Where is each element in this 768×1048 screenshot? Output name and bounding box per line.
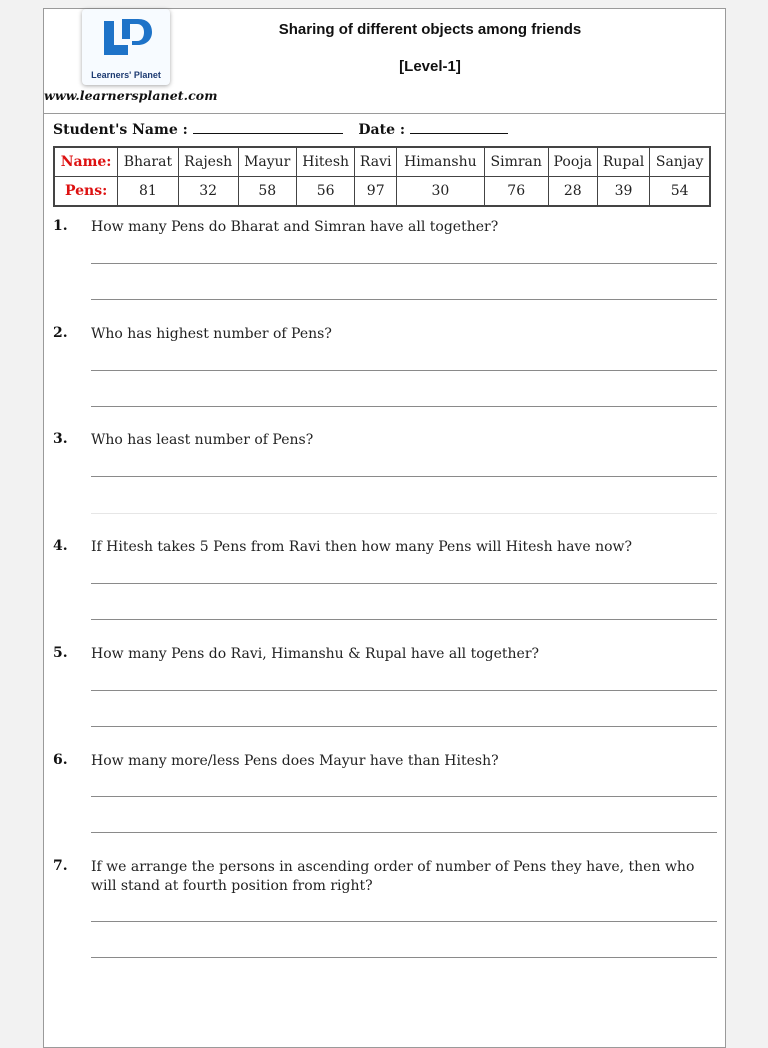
names-row [54, 147, 710, 177]
question-number: 6. [53, 752, 68, 768]
pens-cell: 76 [484, 177, 548, 207]
question-number: 4. [53, 538, 68, 554]
learners-planet-logo [82, 9, 170, 85]
header-divider [44, 113, 725, 114]
answer-line[interactable] [91, 921, 717, 922]
logo-text: Learners' Planet [91, 70, 161, 80]
answer-line[interactable] [91, 726, 717, 727]
student-name-blank[interactable] [193, 132, 343, 134]
question-number: 2. [53, 325, 68, 341]
question-number: 3. [53, 431, 68, 447]
date-blank[interactable] [410, 132, 508, 134]
answer-line[interactable] [91, 299, 717, 300]
names-row-label: Name: [54, 147, 118, 177]
answer-line[interactable] [91, 263, 717, 264]
name-cell: Bharat [118, 147, 178, 177]
name-cell: Sanjay [650, 147, 710, 177]
pens-cell: 39 [597, 177, 649, 207]
name-cell: Hitesh [296, 147, 355, 177]
question-text: If we arrange the persons in ascending order of number of Pens they have, then who will stand at fourth position from right? [91, 859, 695, 894]
name-cell: Ravi [355, 147, 396, 177]
question-text: How many Pens do Ravi, Himanshu & Rupal have all together? [91, 646, 540, 662]
answer-line[interactable] [91, 406, 717, 407]
worksheet-title: Sharing of different objects among friends [278, 21, 582, 38]
worksheet-page [43, 8, 726, 1048]
question-text: How many Pens do Bharat and Simran have all together? [91, 219, 499, 235]
pens-row-label: Pens: [54, 177, 118, 207]
pens-cell: 54 [650, 177, 710, 207]
student-info-line [53, 122, 508, 138]
pens-cell: 97 [355, 177, 396, 207]
answer-line[interactable] [91, 513, 717, 514]
answer-line[interactable] [91, 690, 717, 691]
question-text: If Hitesh takes 5 Pens from Ravi then how many Pens will Hitesh have now? [91, 539, 633, 555]
lp-logo-icon [98, 15, 154, 61]
question-number: 1. [53, 218, 68, 234]
answer-line[interactable] [91, 476, 717, 477]
pens-cell: 81 [118, 177, 178, 207]
pens-cell: 56 [296, 177, 355, 207]
pens-row [54, 177, 710, 207]
answer-line[interactable] [91, 957, 717, 958]
answer-line[interactable] [91, 619, 717, 620]
student-name-label: Student's Name : [53, 122, 188, 138]
worksheet-level: [Level-1] [399, 58, 461, 75]
answer-line[interactable] [91, 583, 717, 584]
name-cell: Rupal [597, 147, 649, 177]
answer-line[interactable] [91, 832, 717, 833]
question-number: 7. [53, 858, 68, 874]
answer-line[interactable] [91, 370, 717, 371]
name-cell: Mayur [238, 147, 296, 177]
website-url[interactable]: www.learnersplanet.com [44, 88, 218, 103]
date-label: Date : [358, 122, 406, 138]
pens-cell: 28 [548, 177, 597, 207]
name-cell: Himanshu [396, 147, 484, 177]
name-cell: Rajesh [178, 147, 238, 177]
pens-cell: 32 [178, 177, 238, 207]
question-text: Who has least number of Pens? [91, 432, 314, 448]
question-number: 5. [53, 645, 68, 661]
question-text: How many more/less Pens does Mayur have than Hitesh? [91, 753, 499, 769]
pens-table [53, 146, 711, 207]
name-cell: Simran [484, 147, 548, 177]
pens-cell: 58 [238, 177, 296, 207]
pens-cell: 30 [396, 177, 484, 207]
question-text: Who has highest number of Pens? [91, 326, 332, 342]
answer-line[interactable] [91, 796, 717, 797]
name-cell: Pooja [548, 147, 597, 177]
